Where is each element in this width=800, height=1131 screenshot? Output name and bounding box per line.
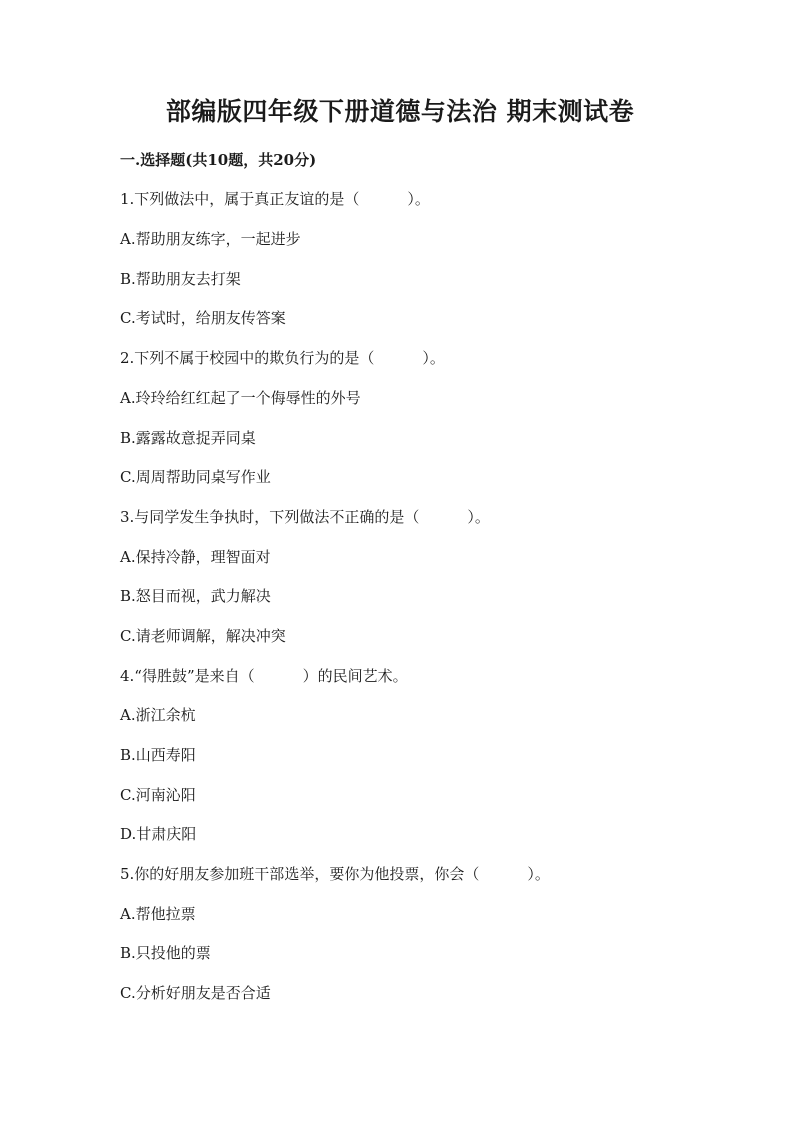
question-3-option-a: A.保持冷静，理智面对	[120, 548, 271, 566]
question-stem-text: ）。	[527, 865, 550, 883]
page-title: 部编版四年级下册道德与法治 期末测试卷	[165, 97, 635, 126]
question-4-stem	[120, 665, 408, 686]
question-stem-text: 4.“得胜鼓”是来自（	[120, 667, 255, 685]
question-stem-text: 3.与同学发生争执时，下列做法不正确的是（	[120, 508, 420, 526]
question-2-option-b: B.露露故意捉弄同桌	[120, 429, 256, 447]
section-heading: 一.选择题(共10题，共20分)	[120, 151, 317, 169]
question-2-stem	[120, 347, 445, 368]
question-stem-text: ）的民间艺术。	[302, 667, 408, 685]
question-4-option-c: C.河南沁阳	[120, 786, 196, 804]
question-5-option-b: B.只投他的票	[120, 944, 211, 962]
question-4-option-b: B.山西寿阳	[120, 746, 196, 764]
question-1-option-c: C.考试时，给朋友传答案	[120, 309, 286, 327]
question-1-option-a: A.帮助朋友练字，一起进步	[120, 230, 301, 248]
question-1-stem	[120, 188, 430, 209]
question-stem-text: ）。	[422, 349, 445, 367]
question-3-option-b: B.怒目而视，武力解决	[120, 587, 271, 605]
question-3-stem	[120, 506, 490, 527]
question-stem-text: ）。	[467, 508, 490, 526]
question-stem-text: 1.下列做法中，属于真正友谊的是（	[120, 190, 360, 208]
question-4-option-a: A.浙江余杭	[120, 706, 196, 724]
question-5-option-a: A.帮他拉票	[120, 905, 196, 923]
question-2-option-a: A.玲玲给红红起了一个侮辱性的外号	[120, 389, 361, 407]
question-3-option-c: C.请老师调解，解决冲突	[120, 627, 286, 645]
question-stem-text: ）。	[407, 190, 430, 208]
question-1-option-b: B.帮助朋友去打架	[120, 270, 241, 288]
question-5-option-c: C.分析好朋友是否合适	[120, 984, 271, 1002]
question-stem-text: 2.下列不属于校园中的欺负行为的是（	[120, 349, 375, 367]
question-4-option-d: D.甘肃庆阳	[120, 825, 197, 843]
question-2-option-c: C.周周帮助同桌写作业	[120, 468, 271, 486]
question-stem-text: 5.你的好朋友参加班干部选举，要你为他投票，你会（	[120, 865, 480, 883]
question-5-stem	[120, 863, 550, 884]
